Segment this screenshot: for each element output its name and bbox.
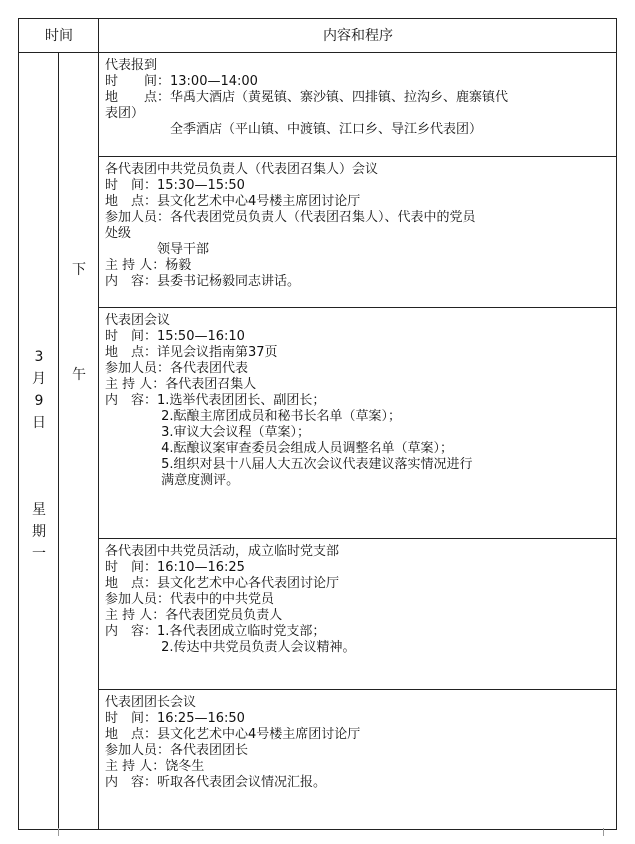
agenda-item-leaders-meeting [105, 695, 613, 791]
item-line: 表团） [105, 106, 145, 121]
item-line: 处级 [105, 226, 132, 241]
item-line: 内 容：1.各代表团成立临时党支部； [105, 624, 326, 639]
item-line: 地 点：详见会议指南第37页 [105, 345, 278, 360]
date-char: 日 [32, 415, 46, 431]
item-title: 各代表团中共党员活动，成立临时党支部 [105, 544, 340, 559]
item-line: 内 容：县委书记杨毅同志讲话。 [105, 274, 301, 289]
item-line: 时 间：16:10—16:25 [105, 560, 245, 575]
item-line: 参加人员：各代表团团长 [105, 743, 249, 758]
date-char: 月 [32, 371, 46, 387]
crop-mark [58, 828, 59, 836]
item-line: 时 间：15:50—16:10 [105, 329, 245, 344]
agenda-item-party-meeting [105, 162, 613, 290]
item-line: 参加人员：各代表团党员负责人（代表团召集人）、代表中的党员 [105, 210, 476, 225]
header-content: 内容和程序 [323, 28, 393, 44]
item-line: 主 持 人：饶冬生 [105, 759, 205, 774]
item-line: 内 容：听取各代表团会议情况汇报。 [105, 775, 327, 790]
column-divider-main [98, 19, 99, 830]
period-afternoon-1: 下 [72, 262, 86, 278]
item-line: 地 点：华禹大酒店（黄冕镇、寨沙镇、四排镇、拉沟乡、鹿寨镇代 [105, 90, 509, 105]
item-line: 地 点：县文化艺术中心4号楼主席团讨论厅 [105, 194, 361, 209]
agenda-item-registration [105, 58, 613, 138]
period-afternoon-2: 午 [72, 367, 86, 383]
block-divider [99, 538, 617, 539]
item-line: 时 间：16:25—16:50 [105, 711, 245, 726]
date-char: 3 [34, 349, 44, 365]
item-title: 代表报到 [105, 58, 158, 73]
item-line: 主 持 人：各代表团召集人 [105, 377, 257, 392]
item-line: 时 间：13:00—14:00 [105, 74, 258, 89]
item-line: 2.酝酿主席团成员和秘书长名单（草案）； [105, 409, 402, 424]
crop-mark [603, 828, 604, 836]
item-line: 参加人员：代表中的中共党员 [105, 592, 275, 607]
header-time: 时间 [45, 28, 73, 44]
agenda-item-delegation-meeting [105, 313, 613, 489]
weekday-char: 期 [32, 524, 46, 540]
item-line: 主 持 人：杨毅 [105, 258, 192, 273]
header-divider [19, 52, 617, 53]
item-line: 4.酝酿议案审查委员会组成人员调整名单（草案）； [105, 441, 454, 456]
item-line: 5.组织对县十八届人大五次会议代表建议落实情况进行 [105, 457, 473, 472]
item-line: 地 点：县文化艺术中心4号楼主席团讨论厅 [105, 727, 361, 742]
schedule-table [18, 18, 617, 830]
item-line: 全季酒店（平山镇、中渡镇、江口乡、导江乡代表团） [105, 122, 483, 137]
weekday-char: 一 [32, 546, 46, 562]
item-line: 满意度测评。 [105, 473, 240, 488]
item-line: 内 容：1.选举代表团团长、副团长； [105, 393, 326, 408]
date-char: 9 [34, 393, 44, 409]
item-line: 参加人员：各代表团代表 [105, 361, 249, 376]
item-title: 各代表团中共党员负责人（代表团召集人）会议 [105, 162, 379, 177]
block-divider [99, 689, 617, 690]
block-divider [99, 307, 617, 308]
item-line: 主 持 人：各代表团党员负责人 [105, 608, 283, 623]
weekday-cell [19, 499, 59, 565]
item-title: 代表团会议 [105, 313, 171, 328]
block-divider [99, 156, 617, 157]
item-line: 领导干部 [105, 242, 210, 257]
item-line: 2.传达中共党员负责人会议精神。 [105, 640, 356, 655]
weekday-char: 星 [32, 502, 46, 518]
agenda-item-party-activity [105, 544, 613, 656]
item-line: 时 间：15:30—15:50 [105, 178, 245, 193]
item-title: 代表团团长会议 [105, 695, 197, 710]
column-divider-date [58, 52, 59, 830]
item-line: 3.审议大会议程（草案）； [105, 425, 311, 440]
date-cell [19, 346, 59, 434]
item-line: 地 点：县文化艺术中心各代表团讨论厅 [105, 576, 340, 591]
